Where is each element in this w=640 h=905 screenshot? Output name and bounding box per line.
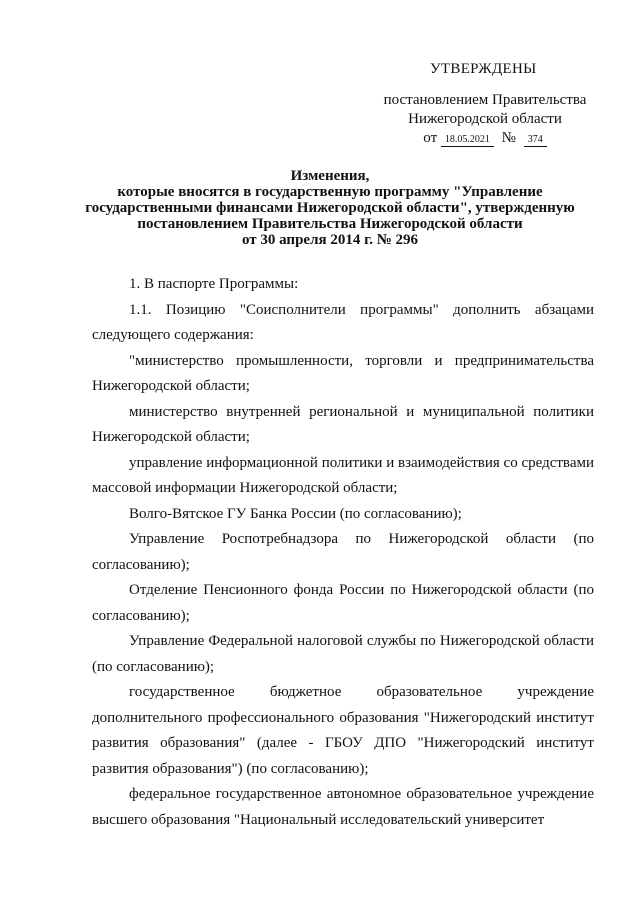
title-line-5: от 30 апреля 2014 г. № 296 [241,232,419,248]
document-body [92,272,594,833]
document-title [60,168,600,248]
paragraph: управление информационной политики и взаимодействия со средствами массовой информации Нижегородской области; [92,454,594,496]
paragraph: министерство внутренней региональной и муниципальной политики Нижегородской области; [92,403,594,445]
title-line-2: которые вносятся в государственную программу "Управление [117,184,543,200]
approval-line-1: постановлением Правительства [383,92,587,108]
paragraph: государственное бюджетное образовательное учреждение дополнительного профессионального образования "Нижегородский институт развития образования" (далее - ГБОУ ДПО "Нижегородский институт развития образования") (по согласованию); [92,684,594,777]
paragraph: Волго-Вятское ГУ Банка России (по согласованию); [129,505,462,522]
approval-date: 18.05.2021 [441,134,494,147]
title-line-1: Изменения, [290,168,370,184]
approval-line-2: Нижегородской области [408,111,562,127]
approval-number: 374 [524,134,547,147]
paragraph: Управление Федеральной налоговой службы по Нижегородской области (по согласованию); [92,633,594,675]
approval-date-line [370,129,600,148]
approval-block [370,60,600,148]
title-line-4: постановлением Правительства Нижегородской области [137,216,523,232]
date-prefix: от [423,130,438,146]
title-line-3: государственными финансами Нижегородской области", утвержденную [85,200,575,216]
paragraph: Отделение Пенсионного фонда России по Нижегородской области (по согласованию); [92,582,594,624]
paragraph: 1. В паспорте Программы: [129,276,299,292]
number-sign: № [501,130,516,146]
paragraph: 1.1. Позицию "Соисполнители программы" дополнить абзацами следующего содержания: [92,301,594,343]
approved-label: УТВЕРЖДЕНЫ [430,61,537,77]
paragraph: федеральное государственное автономное образовательное учреждение высшего образования "Национальный исследовательский университет [92,786,594,828]
paragraph: "министерство промышленности, торговли и предпринимательства Нижегородской области; [92,352,594,394]
paragraph: Управление Роспотребнадзора по Нижегородской области (по согласованию); [92,531,594,573]
